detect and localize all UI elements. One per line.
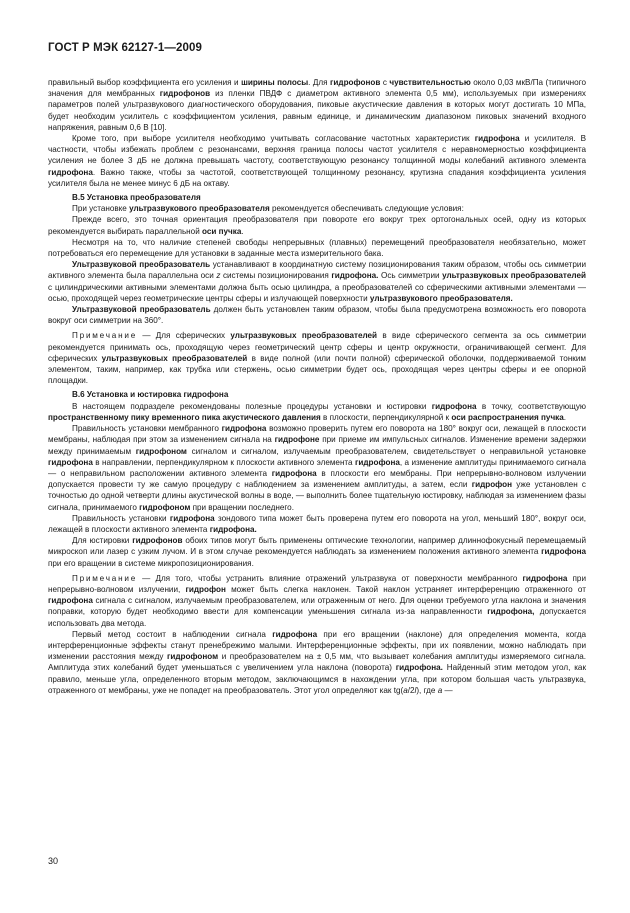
paragraph: правильный выбор коэффициента его усиления и ширины полосы. Для гидрофонов с чувствительностью около 0,03 мкВ/Па (типичного значения для мембранных гидрофонов из пленки ПВДФ с диаметром активного элемента 0,5 мм), используемых при измерениях параметров полей ультразвукового диагностического оборудования, пиковые акустические давления в которых могут достигать 10 МПа, будет необходим усилитель с коэффициентом усиления, равным единице, и динамическим диапазоном пиковых значений входного напряжения, равным 0,6 В [10].: [48, 78, 586, 132]
note: Примечание — Для сферических ультразвуковых преобразователей в виде сферического сегмента за ось симметрии рекомендуется принимать ось, проходящую через геометрический центр сферы и центр окружности, ограничивающей сегмент. Для сферических ультразвуковых преобразователей в виде полной (или почти полной) сферической оболочки, поддерживаемой тонким элементом, таким, например, как трубка или стержень, осью симметрии будет ось, проходящая через центры сферы и ее опорной площадки.: [48, 331, 587, 386]
page-number: 30: [48, 856, 59, 866]
paragraph: Несмотря на то, что наличие степеней свободы непрерывных (плавных) перемещений преобразователя необязательно, может потребоваться его перемещение для установки в заданные места измерительного бака.: [48, 237, 586, 259]
paragraph: Правильность установки мембранного гидрофона возможно проверить путем его поворота на 180° вокруг оси, лежащей в плоскости мембраны, наблюдая при этом за изменением сигнала на гидрофоне при приеме им импульсных сигналов. Изменение времени задержки между принимаемым гидрофоном сигналом и сигналом, излучаемым преобразователем, свидетельствует о неправильной установке гидрофона в направлении, перпендикулярном к плоскости активного элемента гидрофона, а изменение амплитуды принимаемого сигнала — о неправильном расположении активного элемента гидрофона в плоскости его мембраны. При непрерывно-волновом излучении допускается провести ту же самую процедуру с наблюдением за изменением амплитуды, а затем, если гидрофон уже установлен с точностью до одной четверти длины акустической волны в воде, — выполнить более тщательную юстировку, наблюдая за изменением фазы сигнала, принимаемого гидрофоном при вращении последнего.: [48, 424, 587, 512]
paragraph: При установке ультразвукового преобразователя рекомендуется обеспечивать следующие условия:: [72, 204, 464, 214]
paragraph: В настоящем подразделе рекомендованы полезные процедуры установки и юстировки гидрофона в точку, соответствующую пространственному пику временного пика акустического давления в плоскости, перпендикулярной к оси распространения пучка.: [48, 401, 586, 422]
note: Примечание — Для того, чтобы устранить влияние отражений ультразвука от поверхности мембранного гидрофона при непрерывно-волновом излучении, гидрофон может быть слегка наклонен. Такой наклон устраняет интерференцию отраженного от гидрофона сигнала с сигналом, излучаемым преобразователем, или отраженным от него. Для оценки требуемого угла наклона и значения поправки, которую будет необходимо ввести для компенсации уменьшения сигнала из-за направленности гидрофона, допускается использовать два метода.: [48, 573, 586, 628]
paragraph: Первый метод состоит в наблюдении сигнала гидрофона при его вращении (наклоне) для определения момента, когда интерференционные эффекты станут пренебрежимо малыми. Интерференционные эффекты, при их появлении, можно наблюдать при изменении расстояния между гидрофоном и преобразователем на ± 0,5 мм, что вызывает колебания амплитуды измеряемого сигнала. Амплитуда этих колебаний будет уменьшаться с увеличением угла наклона (поворота) гидрофона. Найденный этим методом угол, как правило, меньше угла, определенного вторым методом, заключающимся в нахождении угла, при котором большая часть ультразвука, отраженного от мембраны, уже не попадет на преобразователь. Этот угол определяют как tg(a/2l), где a —: [48, 629, 587, 695]
page-header-title: ГОСТ Р МЭК 62127-1—2009: [48, 42, 202, 54]
section-heading-b5: В.5 Установка преобразователя: [72, 193, 201, 203]
paragraph: Для юстировки гидрофонов обоих типов могут быть применены оптические технологии, например длиннофокусный перемещаемый микроскоп или лазер с узким лучом. И в этом случае рекомендуется наблюдать за изменением положения активного элемента гидрофона при его вращении в системе микропозиционирования.: [48, 536, 587, 568]
section-heading-b6: В.6 Установка и юстировка гидрофона: [72, 390, 229, 400]
paragraph: Кроме того, при выборе усилителя необходимо учитывать согласование частотных характеристик гидрофона и усилителя. В частности, чтобы избежать проблем с резонансами, верхняя граница полосы частот усилителя с неравномерностью коэффициента усиления не более 3 дБ не должна превышать частоту, соответствующую резонансу толщинной моды колебаний активного элемента гидрофона. Важно также, чтобы за частотой, соответствующей толщинному резонансу, крутизна спадания коэффициента усиления усилителя была не менее минус 6 дБ на октаву.: [48, 134, 587, 188]
paragraph: Прежде всего, это точная ориентация преобразователя при повороте его вокруг трех ортогональных осей, одну из которых рекомендуется выбирать параллельной оси пучка.: [48, 215, 586, 236]
paragraph: Правильность установки гидрофона зондового типа может быть проверена путем его поворота на угол, меньший 180°, вокруг оси, лежащей в плоскости активного элемента гидрофона.: [48, 513, 586, 534]
paragraph: Ультразвуковой преобразователь устанавливают в координатную систему позиционирования таким образом, чтобы ось симметрии активного элемента была параллельна оси z системы позиционирования гидрофона. Ось симметрии ультразвуковых преобразователей с цилиндрическими активными элементами должна быть осью цилиндра, а преобразователей со сферическими активными элементами — осью, проходящей через геометрические центры сферы и излучающей поверхности ультразвукового преобразователя.: [48, 260, 586, 303]
document-body: [48, 77, 586, 696]
paragraph: Ультразвуковой преобразователь должен быть установлен таким образом, чтобы была предусмотрена возможность его поворота вокруг оси симметрии на 360°.: [48, 305, 586, 326]
